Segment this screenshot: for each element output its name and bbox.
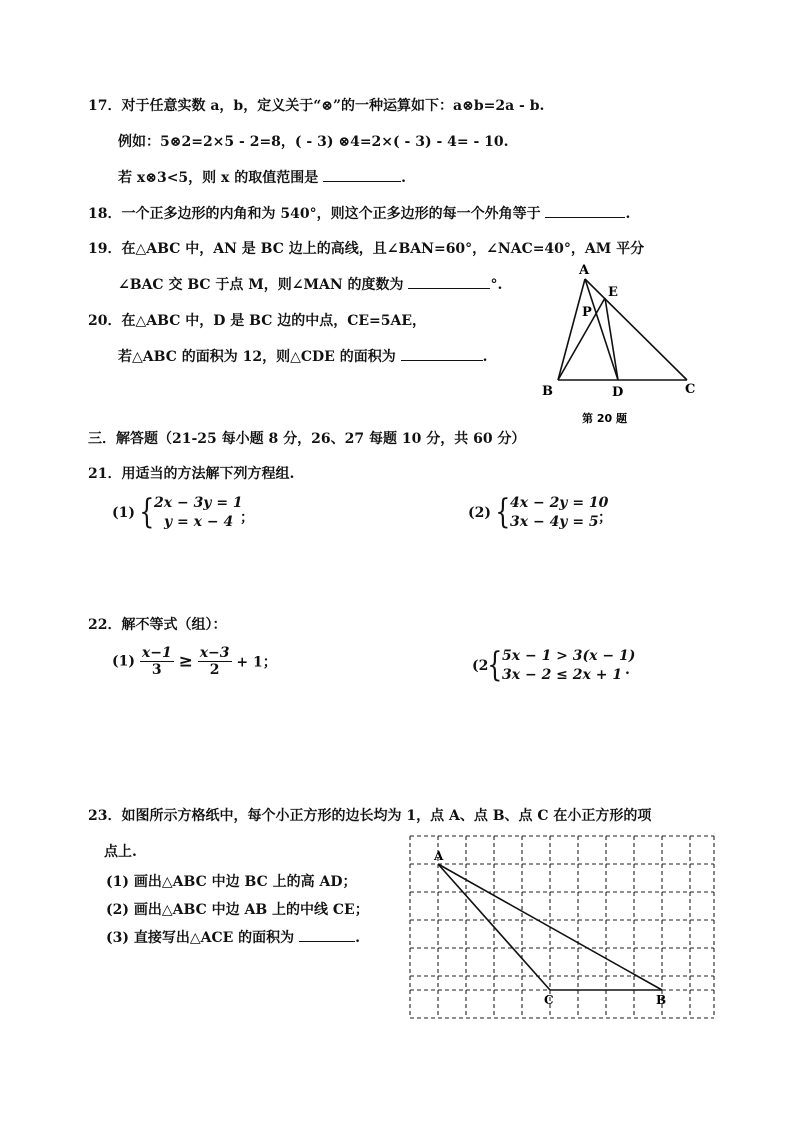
q22-part1: [112, 645, 277, 678]
q17-line2: 例如：5⊗2=2×5 - 2=8，( - 3) ⊗4=2×( - 3) - 4= - 10.: [118, 134, 509, 150]
q18-text: 一个正多边形的内角和为 540°，则这个正多边形的每一个外角等于: [121, 206, 541, 222]
q18-line: [88, 203, 630, 223]
side-ac: [585, 279, 687, 380]
left-brace-icon: {: [139, 492, 155, 532]
label-d: D: [612, 385, 624, 400]
q20-answer-blank[interactable]: [401, 346, 483, 361]
q17-number: 17．: [88, 98, 122, 114]
q20-line1: [88, 310, 426, 330]
q21-part2-end: ；: [598, 510, 612, 526]
q21-part2-label: (2): [468, 505, 491, 521]
q19-text-line1: 在△ABC 中，AN 是 BC 边上的高线，且∠BAN=60°，∠NAC=40°，AM 平分: [121, 241, 645, 257]
left-brace-icon: {: [495, 492, 511, 532]
label-p: P: [582, 305, 592, 320]
q21-part1: [112, 492, 272, 535]
q23-grid-figure: [404, 830, 724, 1025]
q20-line2-text: 若△ABC 的面积为 12，则△CDE 的面积为: [118, 349, 396, 365]
q22-numerator-left: x−1: [141, 645, 172, 661]
q17-line3-text: 若 x⊗3<5，则 x 的取值范围是: [118, 170, 319, 186]
q23-sub3-end: .: [355, 930, 360, 946]
q17-line1: [88, 95, 544, 115]
q23-sub2: (2) 画出△ABC 中边 AB 上的中线 CE；: [106, 902, 369, 918]
q23-sub1: (1) 画出△ABC 中边 BC 上的高 AD；: [106, 874, 357, 890]
q21-text: 用适当的方法解下列方程组.: [121, 466, 295, 482]
q17-text-line1: 对于任意实数 a，b，定义关于“⊗”的一种运算如下：a⊗b=2a - b.: [121, 98, 545, 114]
grid-label-b: B: [656, 993, 667, 1007]
q19-line1: [88, 238, 644, 258]
q19-number: 19．: [88, 241, 122, 257]
label-c: C: [685, 382, 696, 397]
q22-part2-end: .: [625, 662, 630, 678]
q20-number: 20．: [88, 313, 122, 329]
q17-answer-blank[interactable]: [323, 167, 401, 182]
q23-sub3-text: (3) 直接写出△ACE 的面积为: [106, 930, 295, 946]
q22-part2-eq1: 5x − 1 > 3(x − 1): [502, 648, 636, 664]
q19-answer-blank[interactable]: [408, 274, 490, 289]
q23-text-line1: 如图所示方格纸中，每个小正方形的边长均为 1，点 A、点 B、点 C 在小正方形的项: [121, 808, 652, 824]
q22-part2: [472, 645, 652, 688]
q21-part2: [468, 492, 628, 535]
q23-answer-blank[interactable]: [299, 927, 355, 942]
q22-line: [88, 614, 226, 634]
q21-line: [88, 463, 294, 483]
q18-answer-blank[interactable]: [545, 203, 625, 218]
q19-line2: [118, 274, 502, 294]
q22-number: 22．: [88, 617, 122, 633]
side-ab: [558, 279, 585, 380]
q21-part1-eq2: y = x − 4: [164, 514, 234, 530]
q23-line1: [88, 805, 651, 825]
q22-denominator-right: 2: [209, 662, 220, 678]
q21-part2-eq1: 4x − 2y = 10: [510, 495, 609, 511]
q21-part1-eq1: 2x − 3y = 1: [154, 495, 243, 511]
q22-numerator-right: x−3: [199, 645, 230, 661]
grid-label-a: A: [434, 849, 444, 863]
label-e: E: [608, 285, 618, 300]
grid-label-c: C: [544, 993, 554, 1007]
q22-relation: ≥: [178, 651, 193, 672]
q21-part2-eq2: 3x − 4y = 5: [510, 514, 599, 530]
q20-line2-end: .: [482, 349, 488, 365]
q20-figure: [530, 262, 710, 427]
q22-part1-label: (1): [112, 653, 135, 670]
q20-text-line1: 在△ABC 中，D 是 BC 边的中点，CE=5AE，: [121, 313, 427, 329]
q18-number: 18．: [88, 206, 122, 222]
label-a: A: [579, 263, 590, 278]
q22-text: 解不等式（组）：: [121, 617, 227, 633]
q22-part2-eq2: 3x − 2 ≤ 2x + 1: [502, 667, 623, 683]
q21-number: 21．: [88, 466, 122, 482]
q19-line2-text: ∠BAC 交 BC 于点 M，则∠MAN 的度数为: [118, 277, 404, 293]
q22-fraction-left: [140, 645, 174, 678]
section3-title: 三．解答题（21-25 每小题 8 分，26、27 每题 10 分，共 60 分）: [88, 431, 526, 447]
q20-line2: [118, 346, 487, 366]
q22-part1-tail: + 1；: [236, 654, 277, 671]
q18-end: .: [625, 206, 631, 222]
label-b: B: [542, 384, 553, 399]
q21-part1-end: ；: [240, 510, 254, 526]
q23-line2: 点上.: [104, 844, 137, 860]
q20-figure-caption: 第 20 题: [582, 412, 627, 425]
q23-sub3: [106, 927, 360, 947]
q19-line2-end: °.: [490, 277, 503, 293]
q17-line3-end: .: [401, 170, 407, 186]
q23-number: 23．: [88, 808, 122, 824]
q22-fraction-right: [198, 645, 232, 678]
left-brace-icon: {: [487, 645, 503, 685]
q17-line3: [118, 167, 406, 187]
q21-part1-label: (1): [112, 505, 135, 521]
q22-part2-label: (2: [472, 658, 489, 674]
q22-denominator-left: 3: [151, 662, 162, 678]
